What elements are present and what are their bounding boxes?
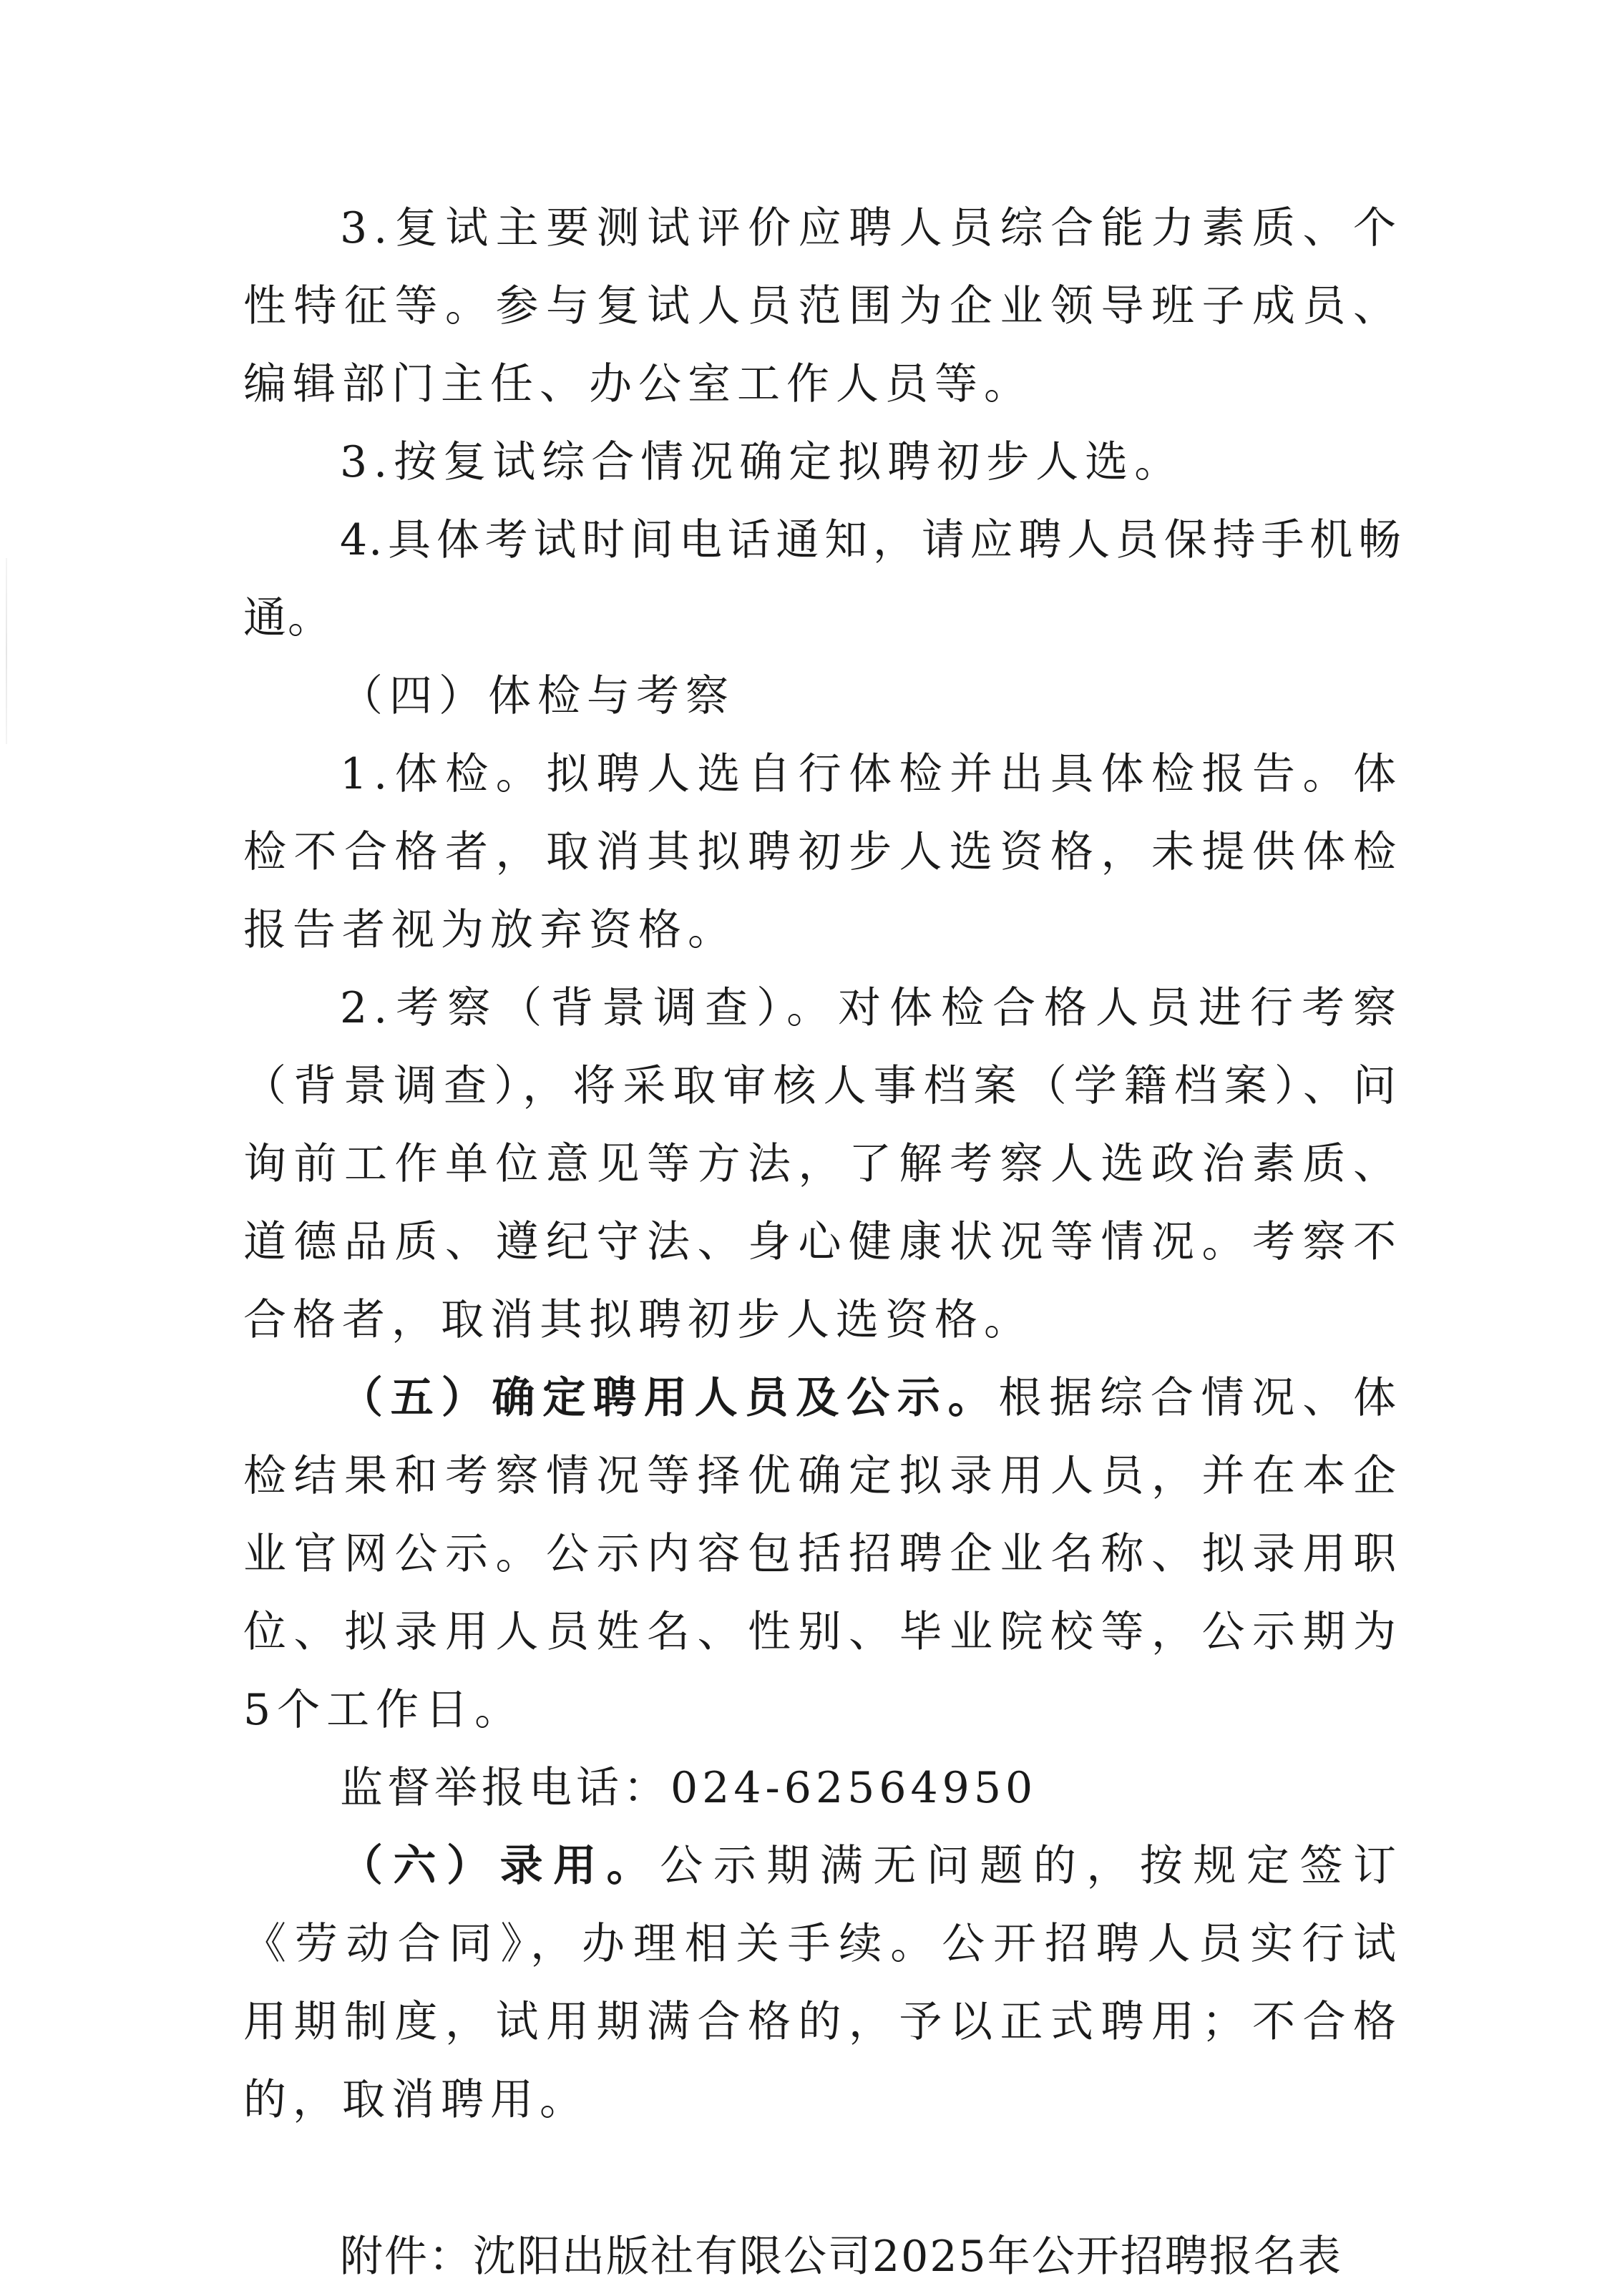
paragraph-section-six [243, 1827, 1402, 2139]
section-heading-five: （五）确定聘用人员及公示。 [340, 1373, 999, 1423]
paragraph-exam-notice: 4.具体考试时间电话通知，请应聘人员保持手机畅通。 [243, 515, 1402, 643]
spacer [243, 2139, 1402, 2218]
document-body [243, 190, 1402, 2296]
paragraph-retest-candidates: 3.按复试综合情况确定拟聘初步人选。 [340, 437, 1184, 487]
paragraph-retest-scope: 3.复试主要测试评价应聘人员综合能力素质、个性特征等。参与复试人员范围为企业领导班子成员、编辑部门主任、办公室工作人员等。 [243, 203, 1402, 409]
scan-edge-mark [6, 558, 7, 744]
section-five-body: 根据综合情况、体检结果和考察情况等择优确定拟录用人员，并在本企业官网公示。公示内容包括招聘企业名称、拟录用职位、拟录用人员姓名、性别、毕业院校等，公示期为5个工作日。 [243, 1373, 1403, 1735]
paragraph-section-five [243, 1359, 1402, 1749]
section-six-body: 公示期满无问题的，按规定签订《劳动合同》，办理相关手续。公开招聘人员实行试用期制度，试用期满合格的，予以正式聘用；不合格的，取消聘用。 [243, 1841, 1403, 2125]
hotline-line: 监督举报电话：024-62564950 [340, 1763, 1038, 1813]
section-heading-four: （四）体检与考察 [340, 671, 735, 721]
paragraph-physical-exam: 1.体检。拟聘人选自行体检并出具体检报告。体检不合格者，取消其拟聘初步人选资格，未提供体检报告者视为放弃资格。 [243, 749, 1402, 955]
paragraph-background-check: 2.考察（背景调查）。对体检合格人员进行考察（背景调查），将采取审核人事档案（学籍档案）、问询前工作单位意见等方法，了解考察人选政治素质、道德品质、遵纪守法、身心健康状况等情况。考察不合格者，取消其拟聘初步人选资格。 [243, 983, 1402, 1345]
attachment-line: 附件：沈阳出版社有限公司2025年公开招聘报名表 [340, 2232, 1342, 2282]
section-heading-six: （六）录用。 [340, 1841, 660, 1891]
